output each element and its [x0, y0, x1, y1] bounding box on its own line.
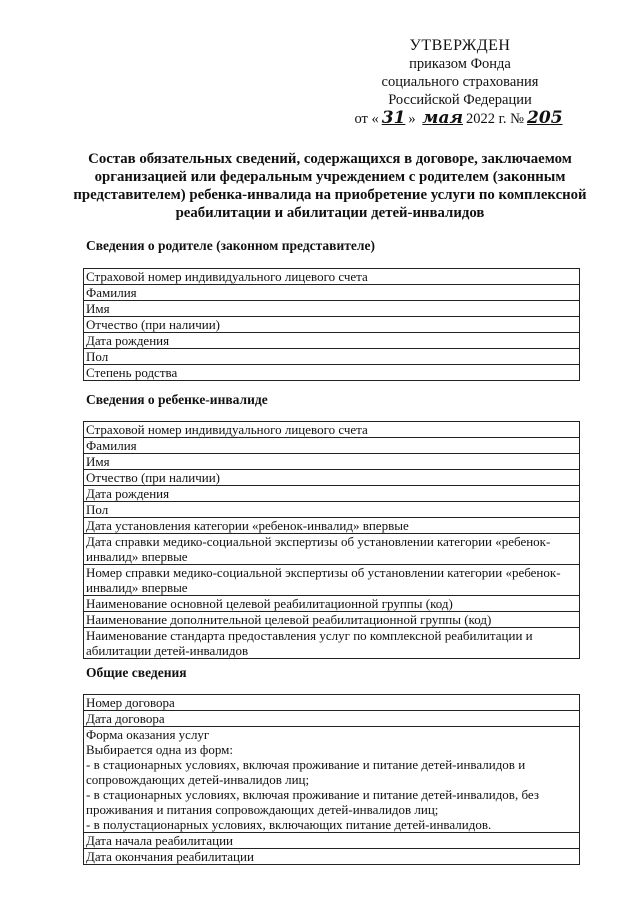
table-row: [84, 628, 580, 659]
field-label: Фамилия: [84, 285, 580, 301]
field-label: Пол: [84, 502, 580, 518]
table-row: [84, 438, 580, 454]
table-row: [84, 422, 580, 438]
table-row: [84, 711, 580, 727]
handwritten-number: 205: [527, 108, 563, 128]
field-label: Дата установления категории «ребенок-инвалид» впервые: [84, 518, 580, 534]
approval-line-2: социального страхования: [381, 74, 539, 90]
approval-title: УТВЕРЖДЕН: [409, 37, 511, 54]
document-title: Состав обязательных сведений, содержащихся в договоре, заключаемом организацией или федеральным учреждением с родителем (законным представителем) ребенка-инвалида на приобретение услуги по комплексной реабилитации и абилитации детей-инвалидов: [73, 151, 587, 221]
section-heading-parent: Сведения о родителе (законном представителе): [86, 238, 375, 253]
table-row: [84, 365, 580, 381]
field-label: Степень родства: [84, 365, 580, 381]
table-row: [84, 502, 580, 518]
field-label: Фамилия: [84, 438, 580, 454]
table-row: [84, 470, 580, 486]
table-row: [84, 285, 580, 301]
table-row: [84, 849, 580, 865]
parent-info-table: [83, 268, 580, 381]
field-label: Имя: [84, 301, 580, 317]
field-label: Дата справки медико-социальной экспертизы об установлении категории «ребенок-инвалид» впервые: [84, 534, 580, 565]
table-row: [84, 727, 580, 833]
child-info-table: [83, 421, 580, 659]
field-label: Дата рождения: [84, 333, 580, 349]
field-label: Дата рождения: [84, 486, 580, 502]
field-label: Форма оказания услуг Выбирается одна из форм: - в стационарных условиях, включая проживание и питание детей-инвалидов и сопровождающих детей-инвалидов лиц; - в стационарных условиях, включая проживание и питание детей-инвалидов, без проживания и питания сопровождающих детей-инвалидов лиц; - в полустационарных условиях, включающих питание детей-инвалидов.: [84, 727, 580, 833]
table-row: [84, 454, 580, 470]
handwritten-month: мая: [422, 108, 463, 128]
table-row: [84, 565, 580, 596]
section-heading-child: Сведения о ребенке-инвалиде: [86, 392, 268, 407]
field-label: Страховой номер индивидуального лицевого счета: [84, 422, 580, 438]
field-label: Отчество (при наличии): [84, 317, 580, 333]
table-row: [84, 695, 580, 711]
table-row: [84, 612, 580, 628]
table-row: [84, 301, 580, 317]
table-row: [84, 596, 580, 612]
table-row: [84, 833, 580, 849]
approval-block: [330, 37, 590, 128]
table-row: [84, 349, 580, 365]
field-label: Наименование дополнительной целевой реабилитационной группы (код): [84, 612, 580, 628]
date-mid: »: [408, 111, 416, 127]
field-label: Отчество (при наличии): [84, 470, 580, 486]
handwritten-day: 31: [381, 108, 406, 128]
approval-line-1: приказом Фонда: [409, 56, 511, 72]
table-row: [84, 534, 580, 565]
order-year: 2022 г. №: [466, 111, 525, 127]
order-date-line: [330, 109, 590, 128]
field-label: Наименование стандарта предоставления услуг по комплексной реабилитации и абилитации детей-инвалидов: [84, 628, 580, 659]
field-label: Дата начала реабилитации: [84, 833, 580, 849]
field-label: Дата окончания реабилитации: [84, 849, 580, 865]
table-row: [84, 486, 580, 502]
field-label: Имя: [84, 454, 580, 470]
table-row: [84, 269, 580, 285]
field-label: Номер справки медико-социальной экспертизы об установлении категории «ребенок-инвалид» впервые: [84, 565, 580, 596]
table-row: [84, 518, 580, 534]
approval-line-3: Российской Федерации: [388, 92, 532, 108]
date-prefix: от «: [354, 111, 379, 127]
field-label: Дата договора: [84, 711, 580, 727]
general-info-table: [83, 694, 580, 865]
field-label: Наименование основной целевой реабилитационной группы (код): [84, 596, 580, 612]
field-label: Пол: [84, 349, 580, 365]
field-label: Страховой номер индивидуального лицевого счета: [84, 269, 580, 285]
field-label: Номер договора: [84, 695, 580, 711]
section-heading-general: Общие сведения: [86, 665, 187, 680]
table-row: [84, 333, 580, 349]
table-row: [84, 317, 580, 333]
